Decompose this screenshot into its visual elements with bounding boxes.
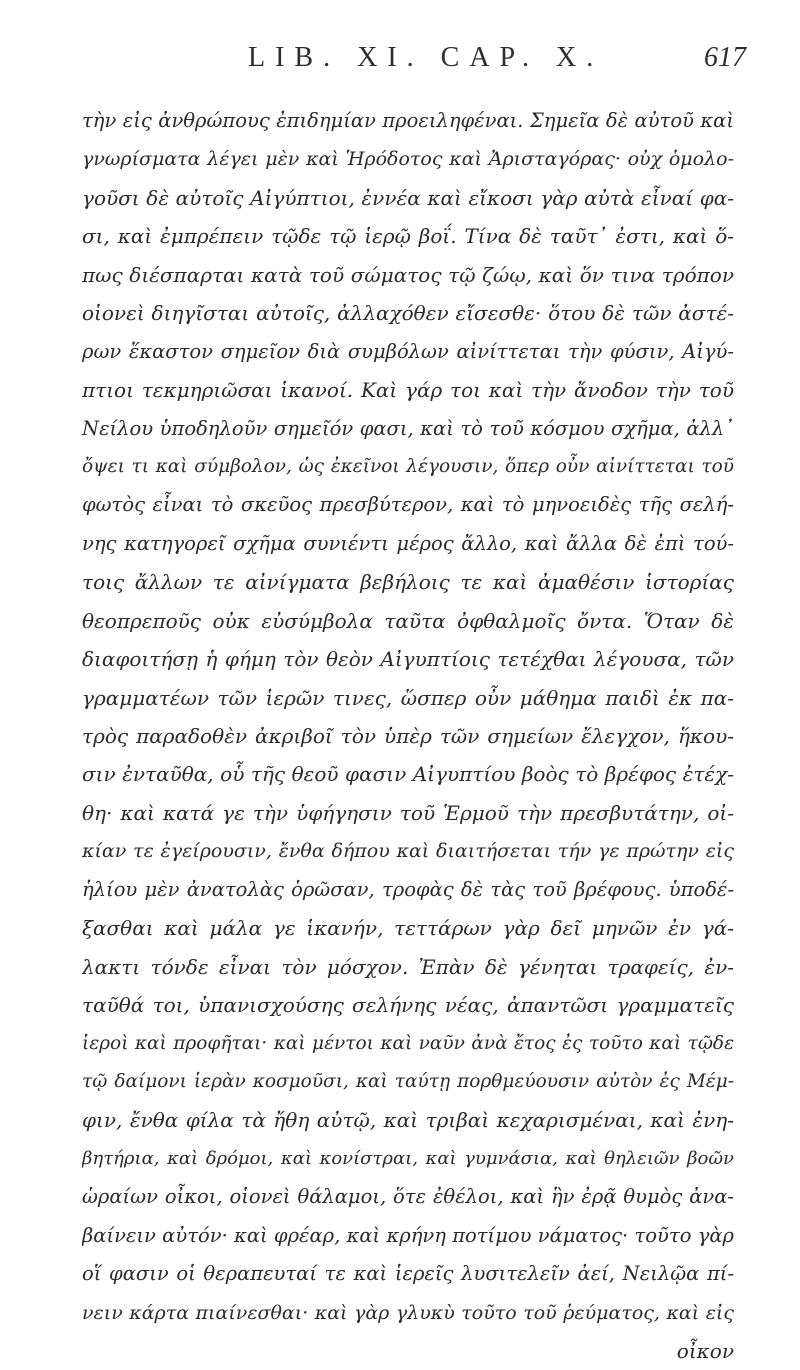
text-line: ἱεροὶ καὶ προφῆται· καὶ μέντοι καὶ ναῦν ἀνὰ ἔτος ἐς τοῦτο καὶ τῷδε (82, 1032, 734, 1054)
text-line: διαφοιτήσῃ ἡ φήμη τὸν θεὸν Αἰγυπτίοις τετέχθαι λέγουσα, τῶν (82, 647, 734, 672)
text-line: οἱονεὶ διηγῖσται αὐτοῖς, ἀλλαχόθεν εἴσεσθε· ὅτου δὲ τῶν ἀστέ- (82, 301, 734, 326)
text-line: σιν ἐνταῦθα, οὗ τῆς θεοῦ φασιν Αἰγυπτίου βοὸς τὸ βρέφος ἐτέχ- (82, 762, 734, 787)
text-line: νης κατηγορεῖ σχῆμα συνιέντι μέρος ἄλλο, καὶ ἄλλα δὲ ἐπὶ τού- (82, 531, 734, 555)
text-line: ὄψει τι καὶ σύμβολον, ὡς ἐκεῖνοι λέγουσιν, ὅπερ οὖν αἰνίττεται τοῦ (82, 455, 734, 477)
text-line: θη· καὶ κατά γε τὴν ὑφήγησιν τοῦ Ἑρμοῦ τὴν πρεσβυτάτην, οἰ- (82, 800, 734, 825)
text-line: Νείλου ὑποδηλοῦν σημεῖόν φασι, καὶ τὸ τοῦ κόσμου σχῆμα, ἀλλ᾽ (82, 416, 734, 440)
text-line: σι, καὶ ἐμπρέπειν τῷδε τῷ ἱερῷ βοΐ. Τίνα δὲ ταῦτ᾽ ἐστι, καὶ ὅ- (82, 224, 734, 249)
text-line: πτιοι τεκμηριῶσαι ἱκανοί. Καὶ γάρ τοι καὶ τὴν ἄνοδον τὴν τοῦ (82, 378, 734, 403)
catchword: οἶκον (676, 1339, 734, 1363)
text-line: τοις ἄλλων τε αἰνίγματα βεβήλοις τε καὶ ἀμαθέσιν ἱστορίας (82, 570, 734, 595)
text-line: ξασθαι καὶ μάλα γε ἱκανήν, τεττάρων γὰρ δεῖ μηνῶν ἐν γά- (82, 916, 734, 941)
text-line: κίαν τε ἐγείρουσιν, ἔνθα δήπου καὶ διαιτήσεται τήν γε πρώτην εἰς (82, 840, 734, 863)
text-line: τρὸς παραδοθὲν ἀκριβοῖ τὸν ὑπὲρ τῶν σημείων ἔλεγχον, ἥκου- (82, 724, 734, 748)
text-line: γοῦσι δὲ αὐτοῖς Αἰγύπτιοι, ἐννέα καὶ εἴκοσι γὰρ αὐτὰ εἶναί φα- (82, 185, 734, 210)
text-line: ρων ἕκαστον σημεῖον διὰ συμβόλων αἰνίττεται τὴν φύσιν, Αἰγύ- (82, 339, 734, 363)
text-line: ὡραίων οἶκοι, οἱονεὶ θάλαμοι, ὅτε ἐθέλοι, καὶ ἣν ἐρᾷ θυμὸς ἀνα- (82, 1185, 734, 1209)
text-line: θεοπρεποῦς οὐκ εὐσύμβολα ταῦτα ὀφθαλμοῖς ὄντα. Ὅταν δὲ (82, 608, 734, 633)
text-line: φιν, ἔνθα φίλα τὰ ἤθη αὐτῷ, καὶ τριβαὶ κεχαρισμέναι, καὶ ἐνη- (82, 1108, 734, 1133)
text-line: τῷ δαίμονι ἱερὰν κοσμοῦσι, καὶ ταύτῃ πορθμεύουσιν αὐτὸν ἐς Μέμ- (82, 1070, 734, 1092)
text-line: ταῦθά τοι, ὑπανισχούσης σελήνης νέας, ἀπαντῶσι γραμματεῖς (82, 993, 734, 1018)
text-line: πως διέσπαρται κατὰ τοῦ σώματος τῷ ζώῳ, καὶ ὅν τινα τρόπον (82, 262, 734, 287)
page-number: 617 (704, 42, 746, 73)
text-line: ἡλίου μὲν ἀνατολὰς ὁρῶσαν, τροφὰς δὲ τὰς τοῦ βρέφους. ὑποδέ- (82, 877, 734, 901)
text-line: γραμματέων τῶν ἱερῶν τινες, ὥσπερ οὖν μάθημα παιδὶ ἐκ πα- (82, 685, 734, 710)
text-line: οἵ φασιν οἱ θεραπευταί τε καὶ ἱερεῖς λυσιτελεῖν ἀεί, Νειλῷα πί- (82, 1262, 734, 1286)
text-line: νειν κάρτα πιαίνεσθαι· καὶ γὰρ γλυκὺ τοῦτο τοῦ ῥεύματος, καὶ εἰς (82, 1301, 734, 1324)
text-line: τὴν εἰς ἀνθρώπους ἐπιδημίαν προειληφέναι. Σημεῖα δὲ αὐτοῦ καὶ (82, 109, 734, 132)
text-line: γνωρίσματα λέγει μὲν καὶ Ἡρόδοτος καὶ Ἀρισταγόρας· οὐχ ὁμολο- (82, 148, 734, 171)
text-line: βαίνειν αὐτόν· καὶ φρέαρ, καὶ κρήνη ποτίμου νάματος· τοῦτο γὰρ (82, 1223, 734, 1247)
text-line: φωτὸς εἶναι τὸ σκεῦος πρεσβύτερον, καὶ τὸ μηνοειδὲς τῆς σελή- (82, 493, 734, 517)
text-line: λακτι τόνδε εἶναι τὸν μόσχον. Ἐπὰν δὲ γένηται τραφείς, ἐν- (82, 954, 734, 979)
running-head: LIB. XI. CAP. X. (248, 42, 604, 73)
text-line: βητήρια, καὶ δρόμοι, καὶ κονίστραι, καὶ γυμνάσια, καὶ θηλειῶν βοῶν (82, 1147, 734, 1169)
body-text (82, 102, 734, 1370)
